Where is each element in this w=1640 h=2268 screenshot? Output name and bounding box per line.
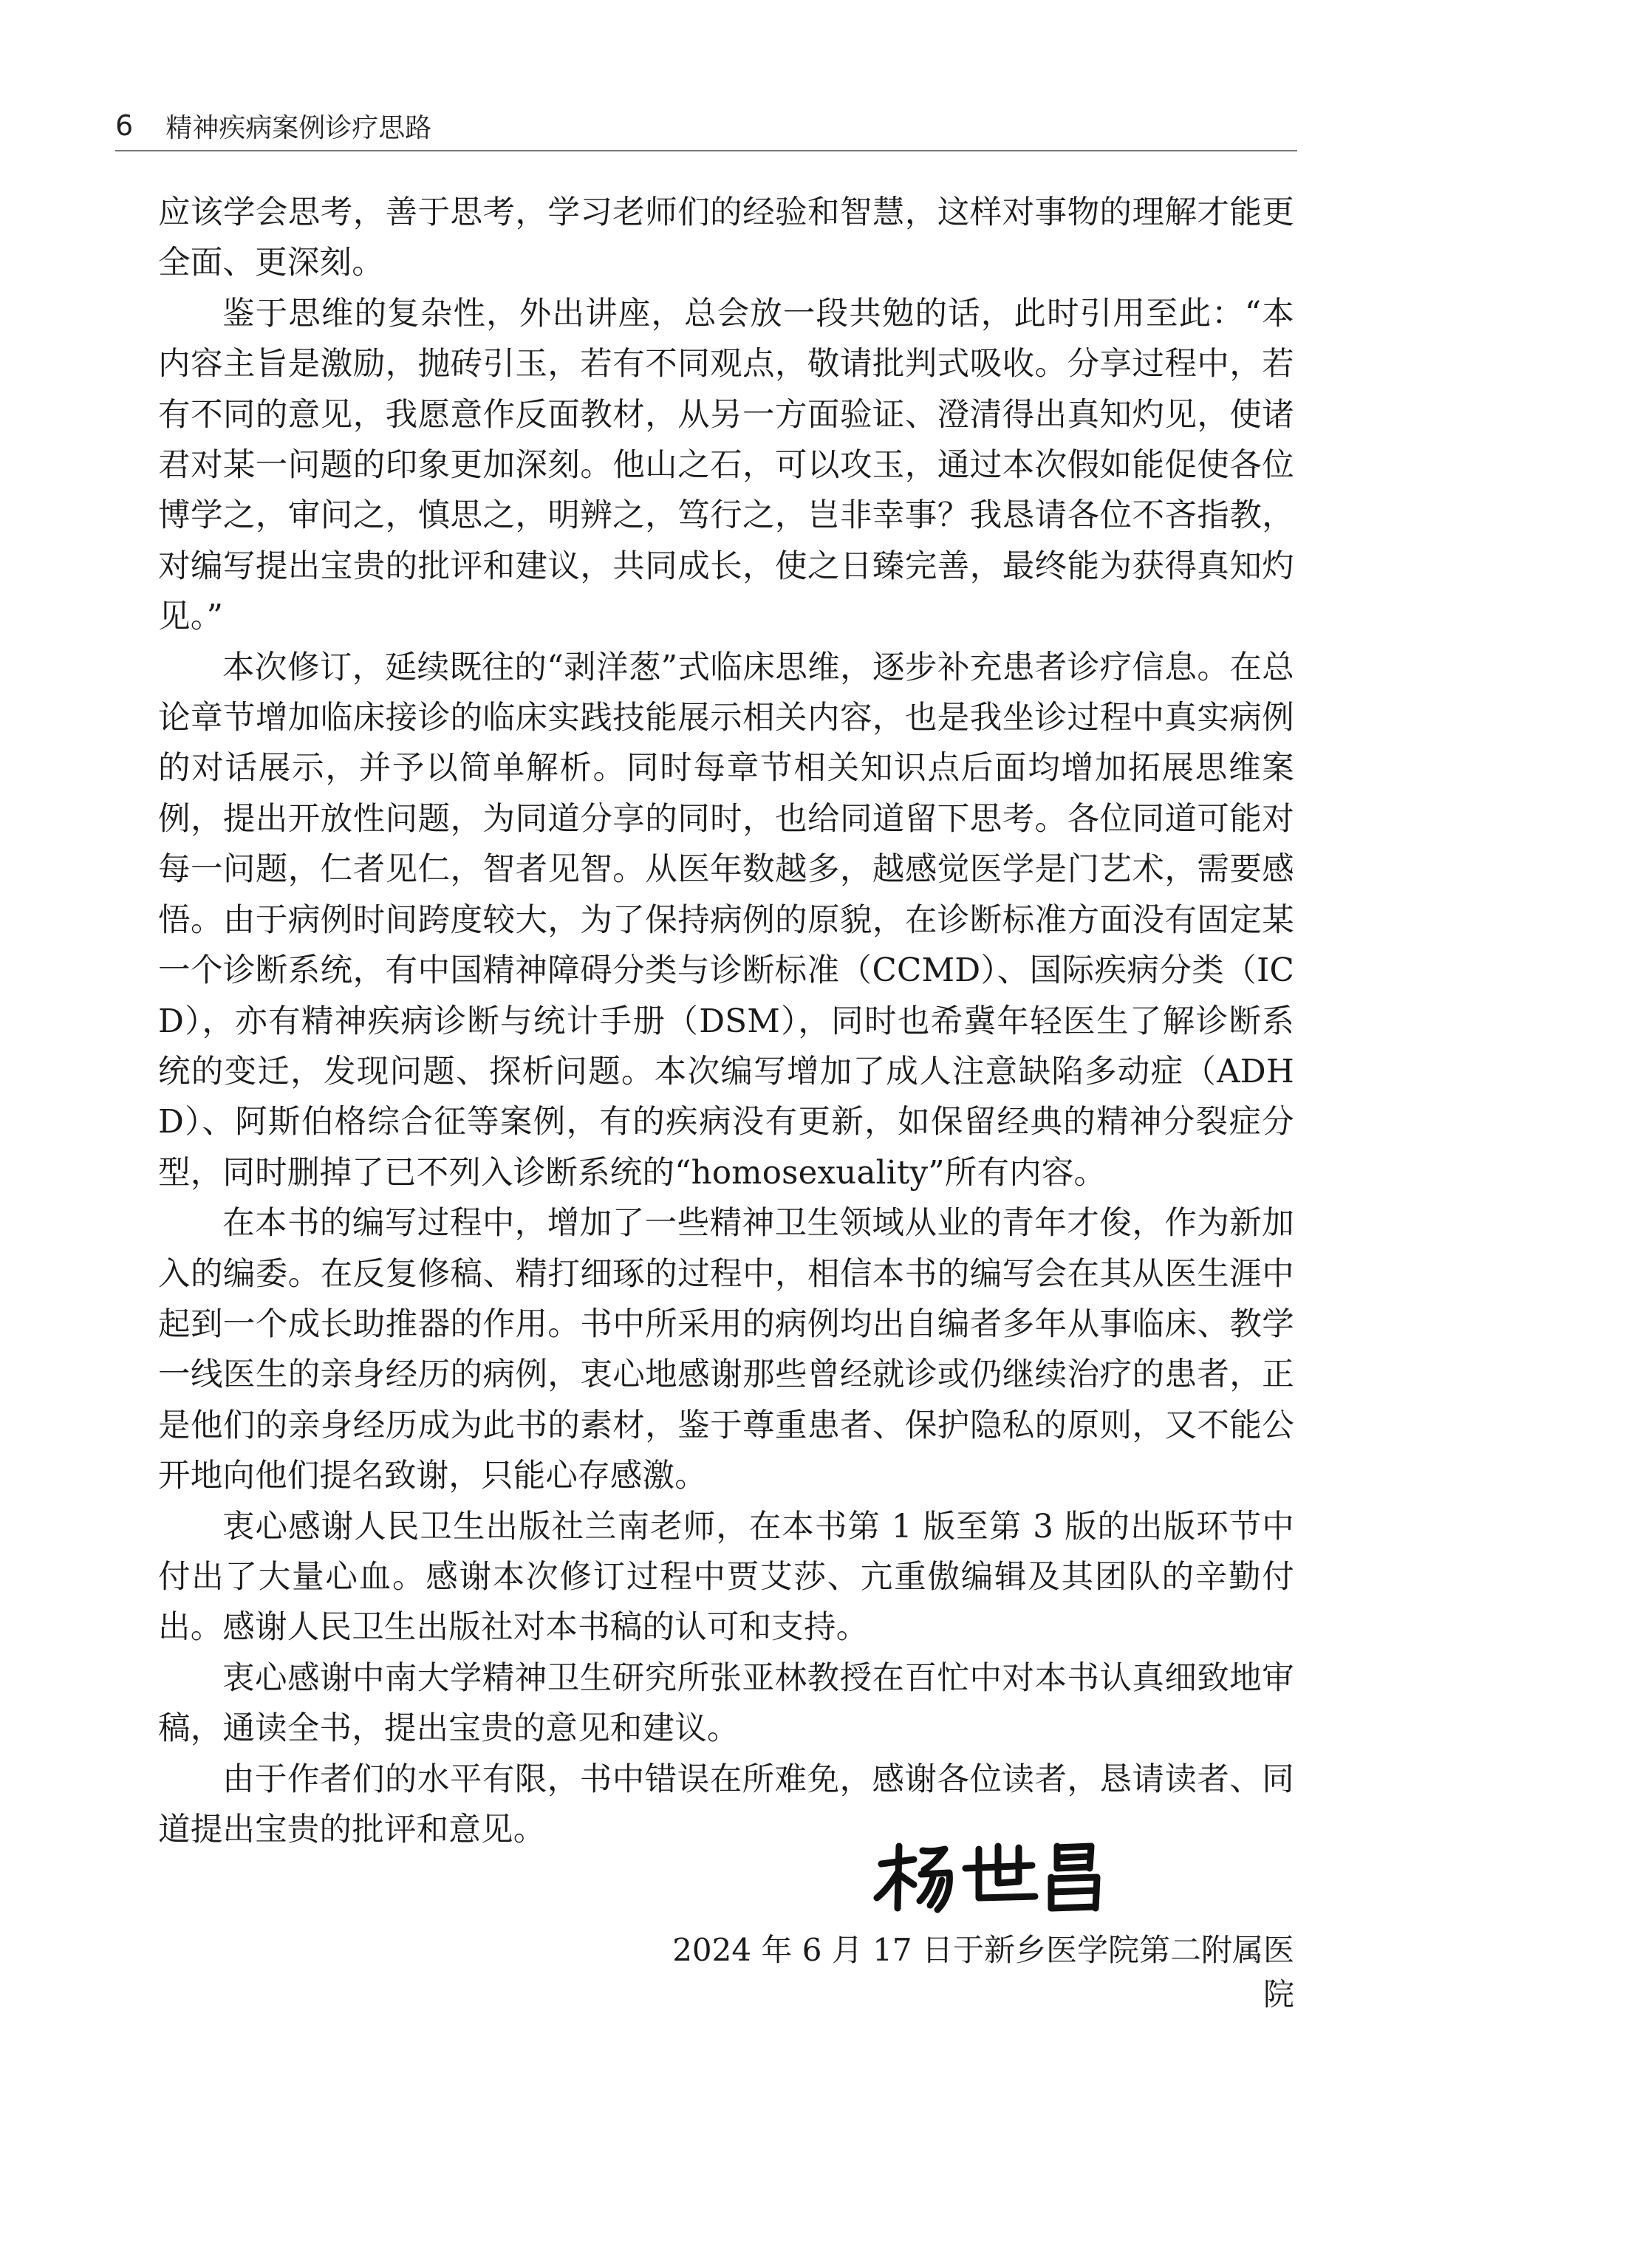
signoff-date-place: 2024 年 6 月 17 日于新乡医学院第二附属医院 (672, 1932, 1294, 2012)
paragraph-4: 在本书的编写过程中，增加了一些精神卫生领域从业的青年才俊，作为新加入的编委。在反复修稿、精打细琢的过程中，相信本书的编写会在其从医生涯中起到一个成长助推器的作用。书中所采用的病例均出自编者多年从事临床、教学一线医生的亲身经历的病例，衷心地感谢那些曾经就诊或仍继续治疗的患者，正是他们的亲身经历成为此书的素材，鉴于尊重患者、保护隐私的原则，又不能公开地向他们提名致谢，只能心存感激。 (158, 1205, 1294, 1495)
paragraph-2: 鉴于思维的复杂性，外出讲座，总会放一段共勉的话，此时引用至此：“本内容主旨是激励，抛砖引玉，若有不同观点，敬请批判式吸收。分享过程中，若有不同的意见，我愿意作反面教材，从另一方面验证、澄清得出真知灼见，使诸君对某一问题的印象更加深刻。他山之石，可以攻玉，通过本次假如能促使各位博学之，审问之，慎思之，明辨之，笃行之，岂非幸事？我恳请各位不吝指教，对编写提出宝贵的批评和建议，共同成长，使之日臻完善，最终能为获得真知灼见。” (158, 295, 1294, 636)
paragraph-7: 由于作者们的水平有限，书中错误在所难免，感谢各位读者，恳请读者、同道提出宝贵的批评和意见。 (158, 1760, 1294, 1848)
book-title: 精神疾病案例诊疗思路 (165, 112, 432, 143)
running-header (115, 103, 431, 148)
header-rule (115, 150, 1297, 151)
paragraph-1: 应该学会思考，善于思考，学习老师们的经验和智慧，这样对事物的理解才能更全面、更深刻。 (158, 194, 1294, 282)
handwritten-signature (868, 1836, 1119, 1917)
paragraph-6: 衷心感谢中南大学精神卫生研究所张亚林教授在百忙中对本书认真细致地审稿，通读全书，提出宝贵的意见和建议。 (158, 1659, 1294, 1748)
page-number: 6 (115, 109, 134, 142)
body-text (158, 188, 1294, 1855)
paragraph-3: 本次修订，延续既往的“剥洋葱”式临床思维，逐步补充患者诊疗信息。在总论章节增加临床接诊的临床实践技能展示相关内容，也是我坐诊过程中真实病例的对话展示，并予以简单解析。同时每章节相关知识点后面均增加拓展思维案例，提出开放性问题，为同道分享的同时，也给同道留下思考。各位同道可能对每一问题，仁者见仁，智者见智。从医年数越多，越感觉医学是门艺术，需要感悟。由于病例时间跨度较大，为了保持病例的原貌，在诊断标准方面没有固定某一个诊断系统，有中国精神障碍分类与诊断标准（CCMD）、国际疾病分类（ICD），亦有精神疾病诊断与统计手册（DSM），同时也希冀年轻医生了解诊断系统的变迁，发现问题、探析问题。本次编写增加了成人注意缺陷多动症（ADHD）、阿斯伯格综合征等案例，有的疾病没有更新，如保留经典的精神分裂症分型，同时删掉了已不列入诊断系统的“homosexuality”所有内容。 (158, 649, 1294, 1192)
paragraph-5: 衷心感谢人民卫生出版社兰南老师，在本书第 1 版至第 3 版的出版环节中付出了大量心血。感谢本次修订过程中贾艾莎、亢重傲编辑及其团队的辛勤付出。感谢人民卫生出版社对本书稿的认可和支持。 (158, 1508, 1294, 1647)
